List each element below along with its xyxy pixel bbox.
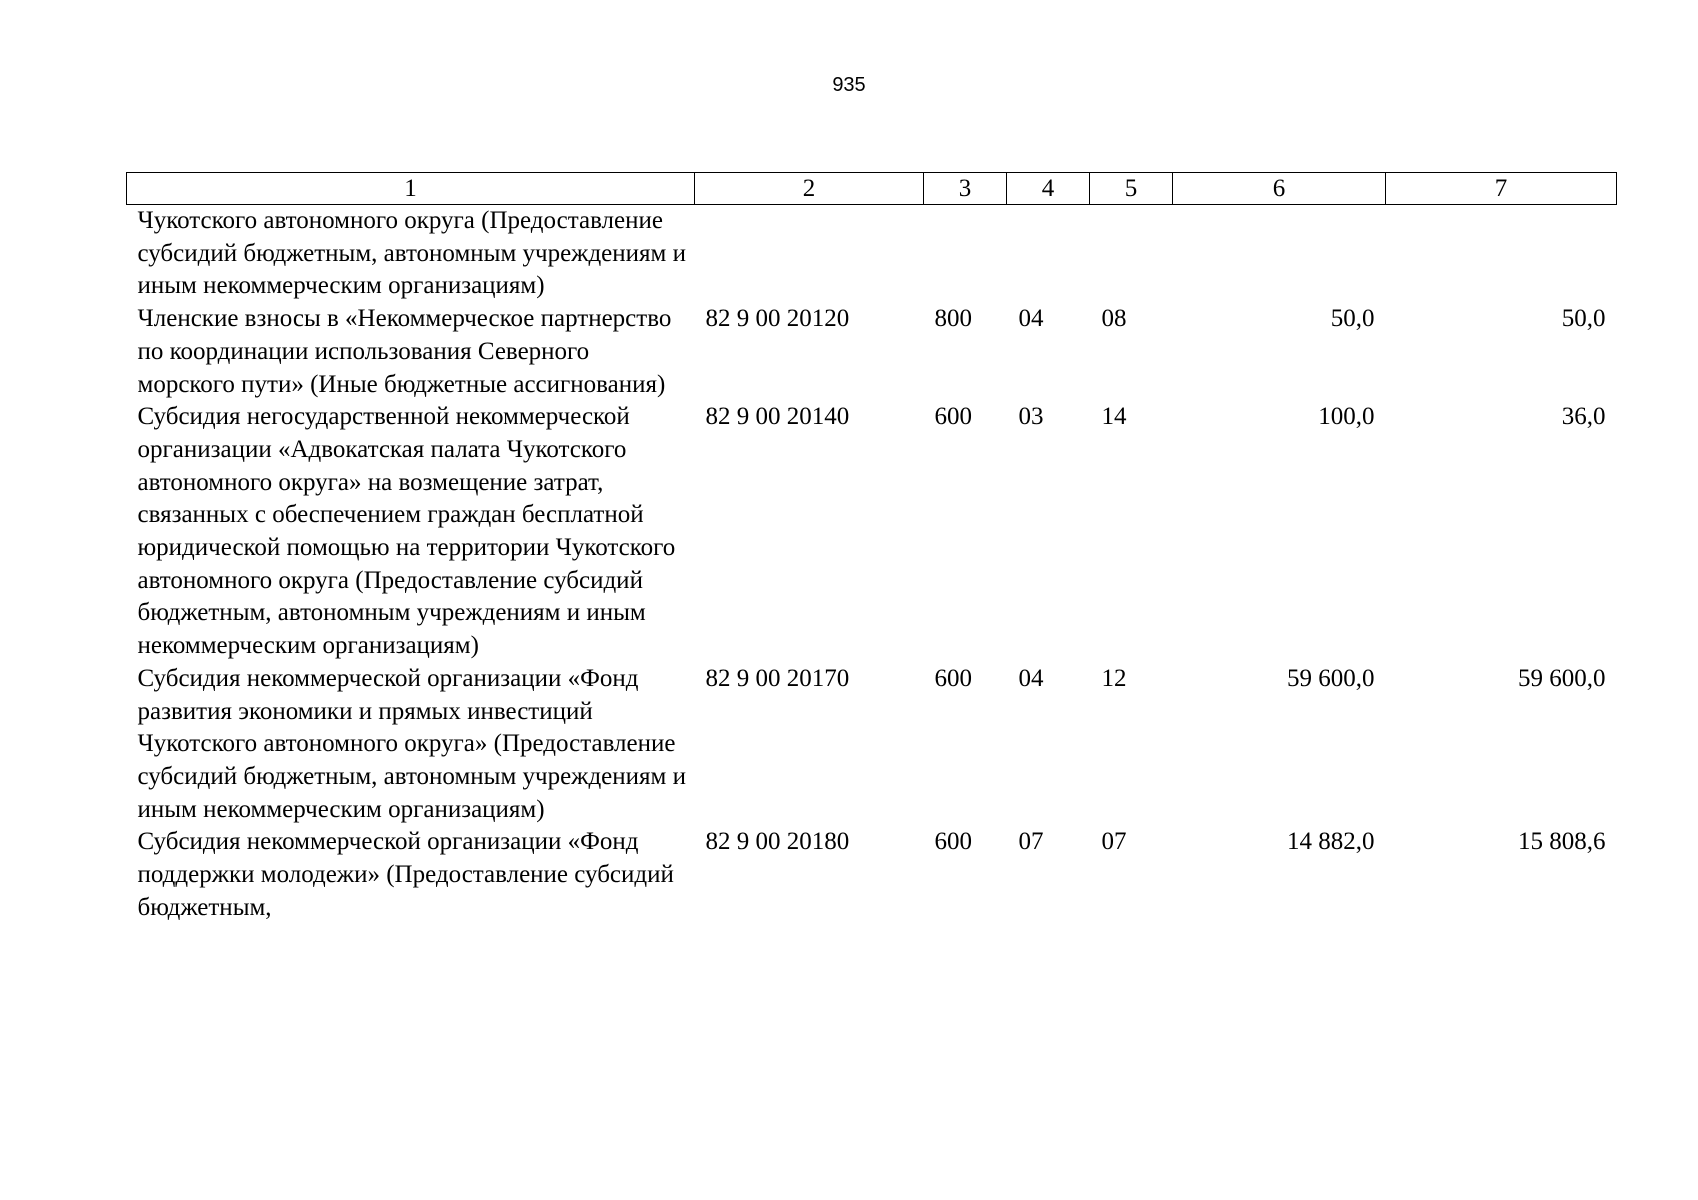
row-expense-type: 600 <box>934 828 972 856</box>
row-section: 07 <box>1018 828 1044 856</box>
header-col-6: 6 <box>1173 173 1386 205</box>
row-section: 03 <box>1018 403 1044 431</box>
row-amount-2: 50,0 <box>1561 305 1606 333</box>
header-col-1: 1 <box>127 173 695 205</box>
header-col-4: 4 <box>1007 173 1090 205</box>
row-amount-2 <box>1386 205 1617 304</box>
table-header <box>127 173 1617 205</box>
page-number: 935 <box>832 74 866 96</box>
header-col-2: 2 <box>695 173 924 205</box>
row-subsection: 07 <box>1101 828 1127 856</box>
row-amount-1: 14 882,0 <box>1287 828 1375 856</box>
row-name: Субсидия некоммерческой организации «Фонд развития экономики и прямых инвестиций Чукотского автономного округа» (Предоставление субсидий бюджетным, автономным учреждениям и иным некоммерческим организациям) <box>137 664 686 823</box>
header-row <box>127 173 1617 205</box>
row-expense-type <box>924 205 1007 304</box>
row-expense-type: 600 <box>934 664 972 692</box>
header-col-7: 7 <box>1386 173 1617 205</box>
row-target-code <box>695 205 924 304</box>
row-name: Членские взносы в «Некоммерческое партнерство по координации использования Северного морского пути» (Иные бюджетные ассигнования) <box>137 305 672 398</box>
row-subsection <box>1090 205 1173 304</box>
row-name: Чукотского автономного округа (Предоставление субсидий бюджетным, автономным учреждениям и иным некоммерческим организациям) <box>137 207 686 300</box>
row-amount-1 <box>1173 205 1386 304</box>
table-row <box>127 826 1617 924</box>
row-target-code: 82 9 00 20120 <box>705 305 850 333</box>
row-expense-type: 800 <box>934 305 972 333</box>
row-target-code: 82 9 00 20180 <box>705 828 850 856</box>
row-amount-1: 59 600,0 <box>1287 664 1375 692</box>
row-amount-2: 15 808,6 <box>1518 828 1606 856</box>
row-name: Субсидия негосударственной некоммерческой организации «Адвокатская палата Чукотского автономного округа» на возмещение затрат, связанных с обеспечением граждан бесплатной юридической помощью на территории Чукотского автономного округа (Предоставление субсидий бюджетным, автономным учреждениям и иным некоммерческим организациям) <box>137 403 676 660</box>
header-col-5: 5 <box>1090 173 1173 205</box>
row-target-code: 82 9 00 20170 <box>705 664 850 692</box>
table-row <box>127 401 1617 663</box>
header-col-3: 3 <box>924 173 1007 205</box>
row-name: Субсидия некоммерческой организации «Фонд поддержки молодежи» (Предоставление субсидий бюджетным, <box>137 828 674 921</box>
row-section: 04 <box>1018 305 1044 333</box>
row-section: 04 <box>1018 664 1044 692</box>
row-section <box>1007 205 1090 304</box>
table-row <box>127 303 1617 401</box>
table-row <box>127 663 1617 827</box>
table-row <box>127 205 1617 304</box>
row-expense-type: 600 <box>934 403 972 431</box>
row-subsection: 12 <box>1101 664 1127 692</box>
row-subsection: 08 <box>1101 305 1127 333</box>
row-subsection: 14 <box>1101 403 1127 431</box>
row-amount-2: 59 600,0 <box>1518 664 1606 692</box>
budget-table <box>126 172 1617 924</box>
row-amount-1: 50,0 <box>1330 305 1375 333</box>
row-amount-1: 100,0 <box>1318 403 1375 431</box>
table-body <box>127 205 1617 925</box>
row-amount-2: 36,0 <box>1561 403 1606 431</box>
row-target-code: 82 9 00 20140 <box>705 403 850 431</box>
